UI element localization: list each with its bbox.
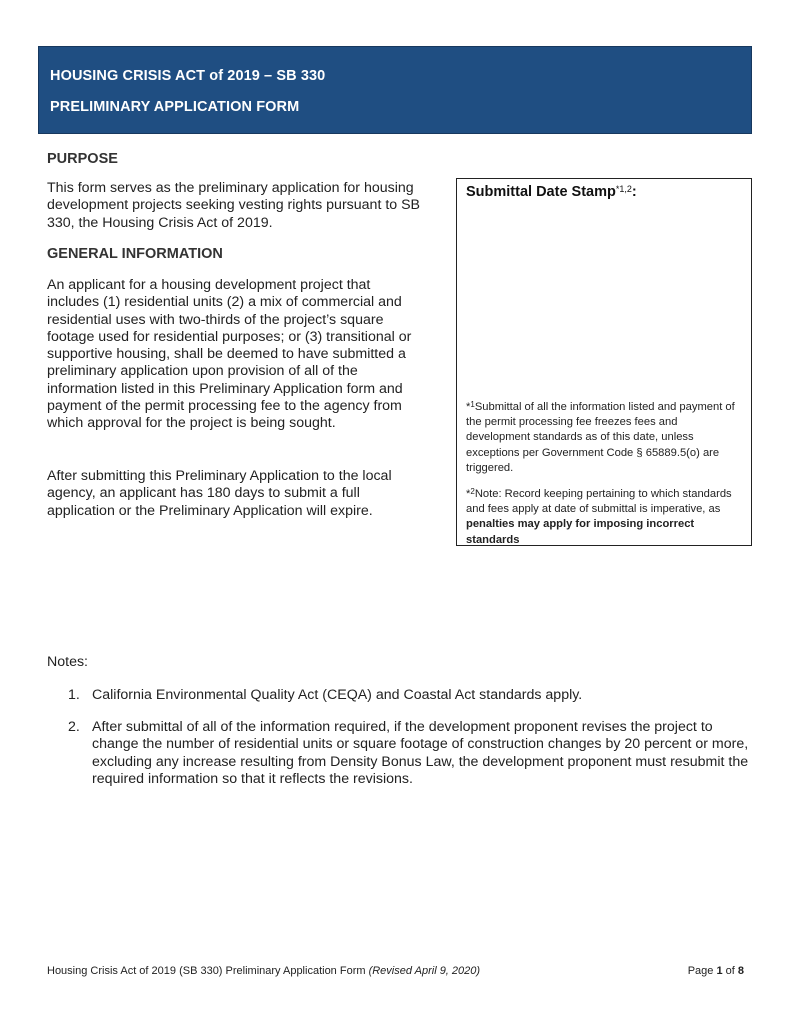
stamp-footnote-1: *$^1$Submittal of all the information listed and payment of the permit processing fee freezes fees and development standards as of this date, unless exceptions per Government Code § 65889.5(o) are triggered. <box>466 400 735 474</box>
penalties-warning: penalties may apply for imposing incorrect standards <box>466 518 695 546</box>
page-number: Page 1 of 8 <box>687 965 744 977</box>
stamp-title-footnote-marks: *1,2 <box>615 184 632 194</box>
note-text: After submittal of all of the information required, if the development proponent revises the project to change the number of residential units or square footage of construction changes by 20 percent or more, excluding any increase resulting from Density Bonus Law, the development proponent must resubmit the required information so that it reflects the revisions. <box>92 719 749 787</box>
note-text: California Environmental Quality Act (CEQA) and Coastal Act standards apply. <box>92 687 583 703</box>
general-information-heading: GENERAL INFORMATION <box>47 246 223 262</box>
stamp-title: Submittal Date Stamp$^{*1,2}$: <box>466 184 637 200</box>
submittal-date-stamp-box[interactable] <box>456 178 752 546</box>
header-banner <box>38 46 752 134</box>
expiry-text: After submitting this Preliminary Application to the local agency, an applicant has 180 days to submit a full application or the Preliminary Application will expire. <box>47 468 392 519</box>
stamp-footnote-2: *$^2$Note: Record keeping pertaining to which standards and fees apply at date of submittal is imperative, as penalties may apply for imposing incorrect standards <box>466 487 732 546</box>
notes-label: Notes: <box>47 654 89 670</box>
footer-document-title: Housing Crisis Act of 2019 (SB 330) Preliminary Application Form (Revised April 9, 2020) <box>47 965 481 977</box>
note-number: 1. <box>68 687 80 703</box>
general-information-text: An applicant for a housing development project that includes (1) residential units (2) a mix of commercial and residential uses with two-thirds of the project’s square footage used for residential purposes; or (3) transitional or supportive housing, shall be deemed to have submitted a preliminary application upon provision of all of the information listed in this Preliminary Application form and payment of the permit processing fee to the agency from which approval for the project is being sought. <box>47 277 412 432</box>
note-number: 2. <box>68 719 80 735</box>
revision-date: (Revised April 9, 2020) <box>368 965 481 977</box>
purpose-text: This form serves as the preliminary application for housing development projects seeking vesting rights pursuant to SB 330, the Housing Crisis Act of 2019. <box>47 180 421 231</box>
form-title: HOUSING CRISIS ACT of 2019 – SB 330 <box>50 68 326 84</box>
purpose-heading: PURPOSE <box>47 151 118 167</box>
form-subtitle: PRELIMINARY APPLICATION FORM <box>50 99 300 115</box>
